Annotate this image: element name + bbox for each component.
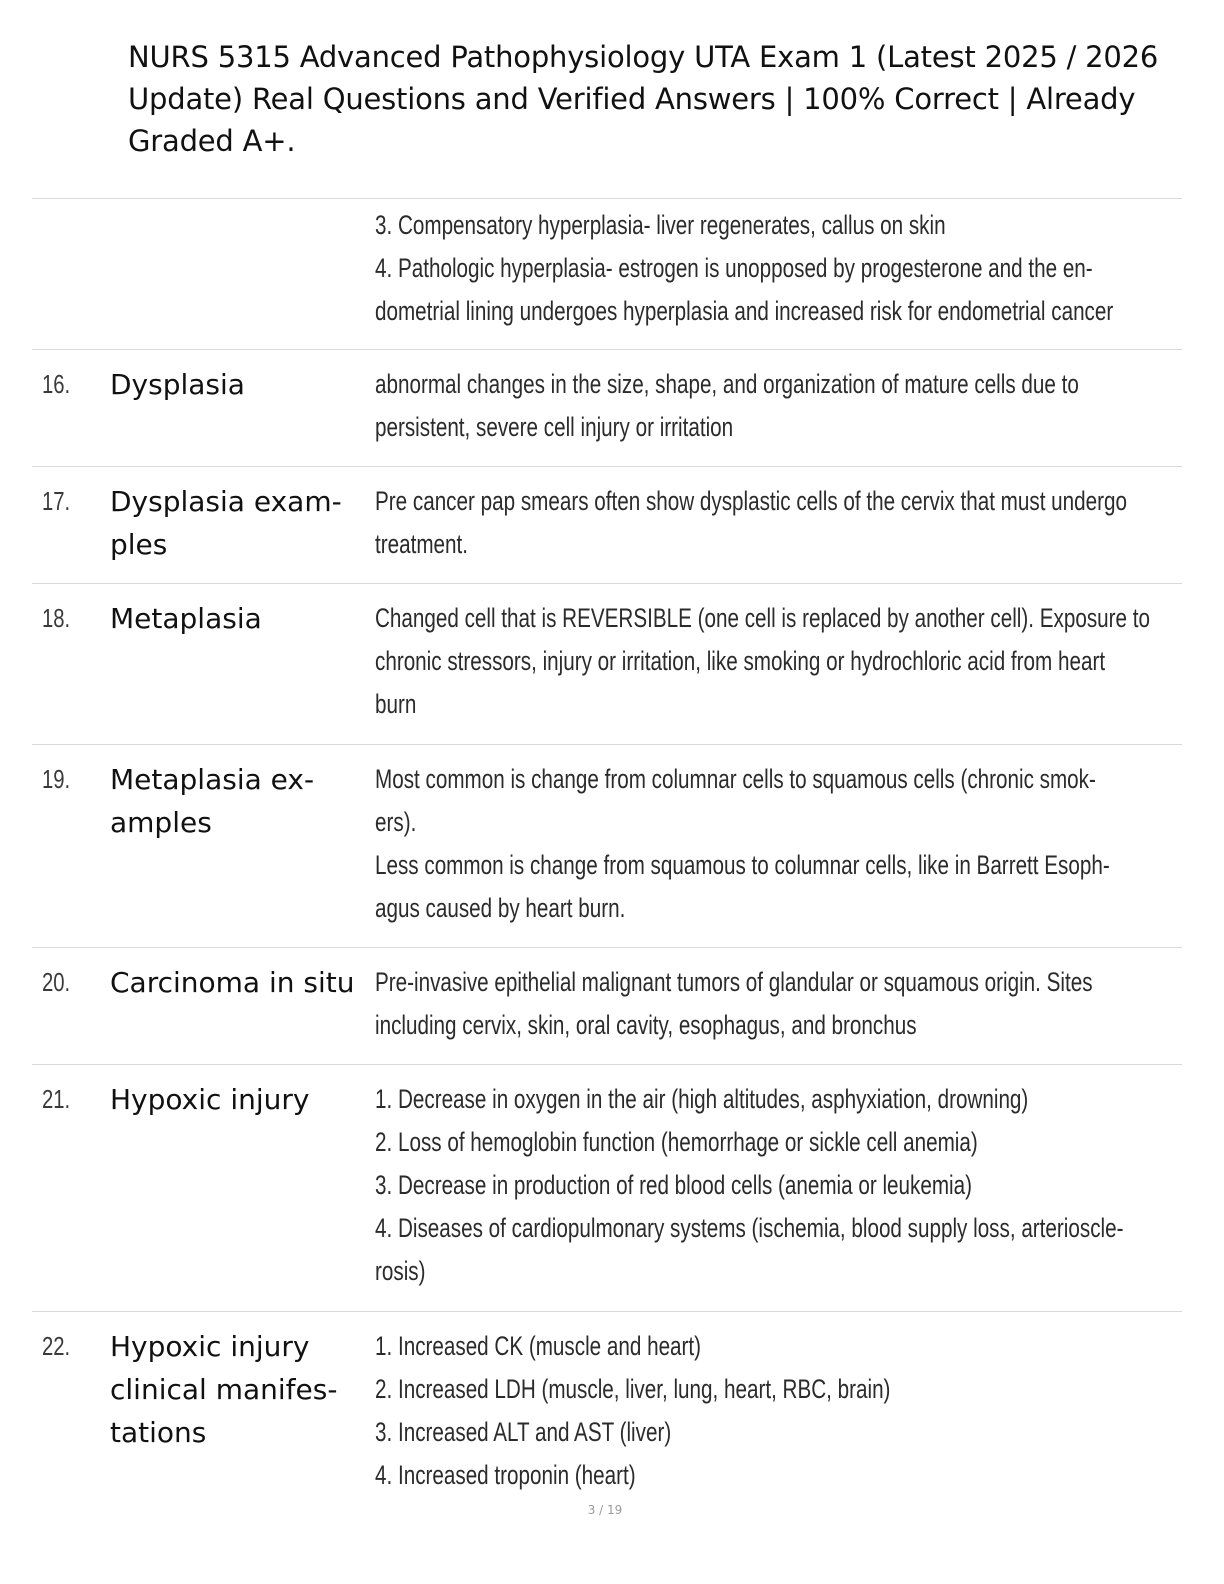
row-term: Carcinoma in situ [110, 966, 355, 999]
definition-line: 1. Increased CK (muscle and heart) [375, 1331, 702, 1361]
row-definition [375, 961, 1171, 1047]
definition-line: agus caused by heart burn. [375, 893, 626, 923]
definition-line: rosis) [375, 1256, 426, 1286]
definition-line: chronic stressors, injury or irritation, like smoking or hydrochloric acid from heart [375, 646, 1106, 676]
row-number: 22. [42, 1331, 71, 1361]
flashcard-table [32, 198, 1182, 1501]
row-definition [375, 363, 1171, 449]
row-number: 16. [42, 369, 71, 399]
row-definition [375, 758, 1171, 930]
definition-line: 3. Compensatory hyperplasia- liver regenerates, callus on skin [375, 210, 946, 240]
row-number: 17. [42, 486, 71, 516]
term-line: Dysplasia exam- [110, 485, 342, 518]
definition-line: Most common is change from columnar cells to squamous cells (chronic smok- [375, 764, 1096, 794]
row-term: Dysplasia [110, 368, 245, 401]
row-definition [375, 1078, 1171, 1293]
definition-line: ers). [375, 807, 417, 837]
row-number: 19. [42, 764, 71, 794]
definition-line: 4. Increased troponin (heart) [375, 1460, 636, 1490]
row-number: 20. [42, 967, 71, 997]
table-row [32, 947, 1182, 1064]
definition-line: Less common is change from squamous to columnar cells, like in Barrett Esoph- [375, 850, 1110, 880]
page-number: 3 / 19 [587, 1503, 623, 1517]
table-row [32, 198, 1182, 349]
definition-line: 2. Loss of hemoglobin function (hemorrhage or sickle cell anemia) [375, 1127, 978, 1157]
document-title: NURS 5315 Advanced Pathophysiology UTA Exam 1 (Latest 2025 / 2026 Update) Real Questions and Verified Answers | 100% Correct | Already Graded A+. [128, 40, 1159, 158]
definition-line: 1. Decrease in oxygen in the air (high altitudes, asphyxiation, drowning) [375, 1084, 1029, 1114]
row-term [110, 1325, 370, 1454]
row-definition [375, 597, 1171, 726]
definition-line: 4. Pathologic hyperplasia- estrogen is unopposed by progesterone and the en- [375, 253, 1093, 283]
term-line: tations [110, 1416, 207, 1449]
definition-line: Pre-invasive epithelial malignant tumors of glandular or squamous origin. Sites [375, 967, 1093, 997]
term-line: ples [110, 528, 168, 561]
row-term: Metaplasia [110, 602, 262, 635]
row-definition [375, 1325, 1171, 1497]
table-row [32, 583, 1182, 744]
term-line: Hypoxic injury [110, 1330, 310, 1363]
term-line: amples [110, 806, 212, 839]
definition-line: including cervix, skin, oral cavity, esophagus, and bronchus [375, 1010, 917, 1040]
row-definition [375, 204, 1171, 333]
row-number: 21. [42, 1084, 71, 1114]
term-line: Metaplasia ex- [110, 763, 315, 796]
definition-line: treatment. [375, 529, 468, 559]
definition-line: 2. Increased LDH (muscle, liver, lung, heart, RBC, brain) [375, 1374, 891, 1404]
row-term [110, 758, 370, 844]
row-term: Hypoxic injury [110, 1083, 310, 1116]
definition-line: 3. Increased ALT and AST (liver) [375, 1417, 672, 1447]
row-number: 18. [42, 603, 71, 633]
table-row [32, 349, 1182, 466]
definition-line: Changed cell that is REVERSIBLE (one cell is replaced by another cell). Exposure to [375, 603, 1150, 633]
definition-line: burn [375, 689, 417, 719]
table-row [32, 1311, 1182, 1501]
definition-line: 4. Diseases of cardiopulmonary systems (ischemia, blood supply loss, arterioscle- [375, 1213, 1124, 1243]
term-line: clinical manifes- [110, 1373, 338, 1406]
definition-line: Pre cancer pap smears often show dysplastic cells of the cervix that must undergo [375, 486, 1127, 516]
table-row [32, 1064, 1182, 1311]
table-row [32, 744, 1182, 947]
row-term [110, 480, 370, 566]
row-definition [375, 480, 1171, 566]
definition-line: dometrial lining undergoes hyperplasia and increased risk for endometrial cancer [375, 296, 1114, 326]
definition-line: abnormal changes in the size, shape, and organization of mature cells due to [375, 369, 1079, 399]
definition-line: 3. Decrease in production of red blood cells (anemia or leukemia) [375, 1170, 973, 1200]
table-row [32, 466, 1182, 583]
definition-line: persistent, severe cell injury or irritation [375, 412, 734, 442]
